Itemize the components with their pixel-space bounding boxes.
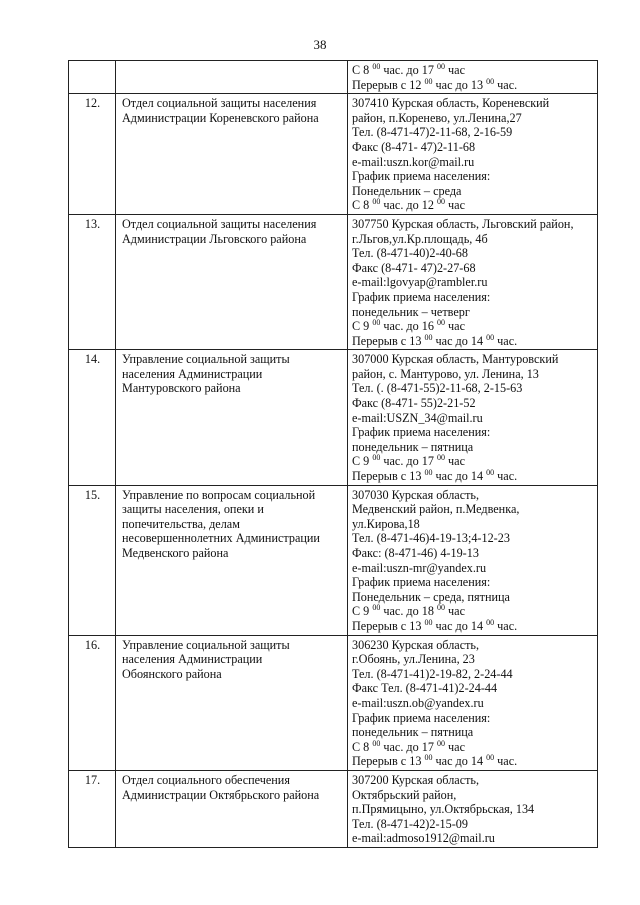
office-name-line: Управление социальной защиты (122, 352, 290, 367)
contact-text: С 9 (352, 454, 373, 469)
office-name-cell (116, 350, 348, 485)
contact-line (352, 396, 594, 411)
contact-line (352, 638, 594, 653)
contact-line (352, 590, 594, 605)
row-number-cell: 12. (69, 94, 116, 215)
contact-text: Тел. (8-471-46)4-19-13;4-12-23 (352, 531, 510, 546)
contact-line (352, 440, 594, 455)
contact-text: График приема населения: (352, 710, 491, 725)
contact-line (352, 681, 594, 696)
time-superscript: 00 (372, 62, 381, 71)
time-superscript: 00 (372, 453, 381, 463)
contact-line (352, 290, 594, 305)
contact-line (352, 469, 594, 484)
table-row (69, 770, 598, 847)
contact-text: час. до 12 (380, 198, 437, 213)
contact-text: Перерыв с 13 (352, 618, 425, 633)
office-name-cell (116, 635, 348, 770)
time-superscript: 00 (437, 738, 445, 748)
contact-text: понедельник – пятница (352, 725, 474, 740)
contact-text: Перерыв с 13 (352, 754, 425, 769)
contact-text: С 9 (352, 604, 373, 619)
contact-info-cell (348, 485, 598, 635)
contact-text: Октябрьский район, (352, 787, 457, 802)
contact-text: г.Льгов,ул.Кр.площадь, 4б (352, 231, 488, 246)
contact-line (352, 352, 594, 367)
contact-line (352, 140, 594, 155)
contact-text: Тел. (8-471-42)2-15-09 (352, 816, 468, 831)
office-name-line: Управление социальной защиты (122, 637, 290, 652)
time-superscript: 00 (437, 318, 445, 328)
contact-text: e-mail:lgovyap@rambler.ru (352, 275, 488, 290)
contact-text: График приема населения: (352, 289, 491, 304)
office-name-line: населения Администрации (122, 366, 263, 381)
office-name-line: Отдел социального обеспечения (122, 772, 290, 787)
contact-info-cell (348, 770, 598, 847)
contact-text: e-mail:USZN_34@mail.ru (352, 410, 483, 425)
contact-line (352, 517, 594, 532)
contact-text: час (445, 454, 465, 469)
contact-text: Тел. (8-471-47)2-11-68, 2-16-59 (352, 125, 513, 140)
contact-text: 307000 Курская область, Мантуровский (352, 352, 559, 367)
contact-text: час. до 17 (380, 739, 437, 754)
contact-line (352, 725, 594, 740)
contact-text: Перерыв с 13 (352, 469, 425, 484)
contact-text: Перерыв с 13 (352, 333, 425, 348)
contact-text: час (445, 198, 465, 213)
contact-line (352, 381, 594, 396)
contact-line (352, 111, 594, 126)
contact-text: час. до 17 (380, 63, 437, 77)
contact-line (352, 411, 594, 426)
office-name-line: Администрации Кореневского района (122, 110, 319, 125)
contact-line (352, 711, 594, 726)
contact-text: Понедельник – среда, пятница (352, 589, 510, 604)
contact-text: e-mail:uszn-mr@yandex.ru (352, 560, 487, 575)
contact-line (352, 488, 594, 503)
time-superscript: 00 (424, 617, 433, 627)
contact-line (352, 275, 594, 290)
table-row (69, 635, 598, 770)
contact-text: Тел. (. (8-471-55)2-11-68, 2-15-63 (352, 381, 523, 396)
contact-text: час (445, 604, 465, 619)
contact-info-cell (348, 94, 598, 215)
table-row (69, 61, 598, 94)
contact-line (352, 652, 594, 667)
contact-line (352, 261, 594, 276)
offices-table-body (69, 61, 598, 848)
contact-text: час до 14 (432, 333, 487, 348)
time-superscript: 00 (424, 468, 433, 478)
contact-text: Факс (8-471- 47)2-11-68 (352, 139, 476, 154)
contact-text: Факс (8-471- 47)2-27-68 (352, 260, 476, 275)
table-row (69, 350, 598, 485)
office-name-line: защиты населения, опеки и (122, 502, 264, 517)
row-number-cell: 13. (69, 214, 116, 349)
contact-text: час. до 17 (380, 454, 437, 469)
office-name-line: несовершеннолетних Администрации (122, 531, 320, 546)
contact-line (352, 319, 594, 334)
contact-line (352, 217, 594, 232)
contact-text: час. (494, 618, 518, 633)
contact-text: час. до 16 (380, 319, 437, 334)
contact-line (352, 232, 594, 247)
contact-text: час (445, 63, 465, 77)
contact-line (352, 305, 594, 320)
contact-line (352, 198, 594, 213)
contact-text: Факс Тел. (8-471-41)2-24-44 (352, 681, 498, 696)
contact-text: Факс: (8-471-46) 4-19-13 (352, 546, 479, 560)
contact-text: Медвенский район, п.Медвенка, (352, 502, 520, 517)
contact-text: г.Обоянь, ул.Ленина, 23 (352, 652, 475, 667)
contact-text: час (445, 319, 465, 334)
contact-line (352, 184, 594, 199)
office-name-cell (116, 61, 348, 94)
contact-text: час. (494, 333, 518, 348)
contact-text: час. (494, 469, 518, 484)
contact-text: Тел. (8-471-40)2-40-68 (352, 246, 468, 261)
contact-line (352, 367, 594, 382)
page-number: 38 (313, 37, 327, 52)
contact-text: 307410 Курская область, Кореневский (352, 96, 550, 111)
contact-line (352, 246, 594, 261)
time-superscript: 00 (424, 76, 433, 86)
office-name-cell (116, 94, 348, 215)
time-superscript: 00 (486, 617, 495, 627)
contact-text: час. (494, 754, 518, 769)
time-superscript: 00 (424, 753, 433, 763)
contact-text: e-mail:uszn.kor@mail.ru (352, 154, 475, 169)
office-name-line: Отдел социальной защиты населения (122, 96, 317, 111)
contact-text: Понедельник – среда (352, 183, 462, 198)
contact-text: e-mail:admoso1912@mail.ru (352, 831, 495, 846)
contact-line (352, 531, 594, 546)
time-superscript: 00 (486, 753, 495, 763)
office-name-line: попечительства, делам (122, 516, 240, 531)
contact-text: e-mail:uszn.ob@yandex.ru (352, 695, 484, 710)
contact-text: час (445, 739, 465, 754)
contact-text: 306230 Курская область, (352, 637, 480, 652)
office-name-line: Обоянского района (122, 666, 222, 681)
office-name-line: Медвенского района (122, 546, 229, 560)
contact-text: понедельник – пятница (352, 439, 474, 454)
row-number-cell: 14. (69, 350, 116, 485)
contact-line (352, 125, 594, 140)
time-superscript: 00 (486, 76, 495, 86)
contact-line (352, 773, 594, 788)
contact-text: Тел. (8-471-41)2-19-82, 2-24-44 (352, 666, 513, 681)
table-row (69, 485, 598, 635)
contact-line (352, 561, 594, 576)
time-superscript: 00 (437, 62, 445, 71)
office-name-cell (116, 214, 348, 349)
row-number-cell (69, 61, 116, 94)
offices-table (68, 60, 598, 848)
contact-text: час до 14 (432, 469, 487, 484)
office-name-line: Мантуровского района (122, 381, 241, 396)
contact-text: час. (494, 77, 518, 92)
contact-text: час до 14 (432, 754, 487, 769)
contact-info-cell (348, 61, 598, 94)
row-number-cell: 15. (69, 485, 116, 635)
time-superscript: 00 (486, 332, 495, 342)
row-number-cell: 17. (69, 770, 116, 847)
contact-text: район, п.Коренево, ул.Ленина,27 (352, 110, 522, 125)
contact-line (352, 334, 594, 349)
contact-text: район, с. Мантурово, ул. Ленина, 13 (352, 366, 539, 381)
contact-text: час до 14 (432, 618, 487, 633)
time-superscript: 00 (437, 453, 445, 463)
office-name-line: Администрации Октябрьского района (122, 787, 320, 802)
contact-line (352, 788, 594, 803)
office-name-line: Администрации Льговского района (122, 231, 307, 246)
time-superscript: 00 (424, 332, 433, 342)
contact-line (352, 425, 594, 440)
contact-line (352, 96, 594, 111)
contact-line (352, 546, 594, 561)
contact-line (352, 802, 594, 817)
time-superscript: 00 (437, 197, 445, 207)
contact-line (352, 169, 594, 184)
contact-line (352, 78, 594, 93)
contact-text: С 8 (352, 63, 373, 77)
office-name-cell (116, 770, 348, 847)
contact-text: ул.Кирова,18 (352, 516, 420, 531)
contact-text: час до 13 (432, 77, 487, 92)
time-superscript: 00 (372, 197, 381, 207)
contact-line (352, 619, 594, 634)
contact-line (352, 155, 594, 170)
office-name-line: Управление по вопросам социальной (122, 487, 316, 502)
table-row (69, 94, 598, 215)
contact-text: С 9 (352, 319, 373, 334)
time-superscript: 00 (437, 603, 445, 613)
contact-line (352, 817, 594, 832)
office-name-line: населения Администрации (122, 652, 263, 667)
contact-text: 307030 Курская область, (352, 487, 480, 502)
office-name-line: Отдел социальной защиты населения (122, 216, 317, 231)
contact-line (352, 740, 594, 755)
contact-text: час. до 18 (380, 604, 437, 619)
time-superscript: 00 (372, 318, 381, 328)
contact-text: С 8 (352, 198, 373, 213)
contact-text: понедельник – четверг (352, 304, 470, 319)
contact-line (352, 754, 594, 769)
contact-line (352, 454, 594, 469)
time-superscript: 00 (372, 738, 381, 748)
contact-text: График приема населения: (352, 425, 491, 440)
contact-text: Перерыв с 12 (352, 77, 425, 92)
contact-text: 307750 Курская область, Льговский район, (352, 216, 574, 231)
contact-text: 307200 Курская область, (352, 772, 480, 787)
contact-info-cell (348, 350, 598, 485)
contact-line (352, 667, 594, 682)
contact-line (352, 63, 594, 78)
contact-text: С 8 (352, 739, 373, 754)
contact-text: Факс (8-471- 55)2-21-52 (352, 396, 476, 411)
row-number-cell: 16. (69, 635, 116, 770)
contact-line (352, 575, 594, 590)
contact-info-cell (348, 214, 598, 349)
contact-line (352, 696, 594, 711)
contact-line (352, 502, 594, 517)
table-row (69, 214, 598, 349)
time-superscript: 00 (372, 603, 381, 613)
contact-info-cell (348, 635, 598, 770)
office-name-cell (116, 485, 348, 635)
contact-text: п.Прямицыно, ул.Октябрьская, 134 (352, 802, 535, 817)
contact-text: График приема населения: (352, 169, 491, 184)
contact-line (352, 604, 594, 619)
contact-line (352, 831, 594, 846)
time-superscript: 00 (486, 468, 495, 478)
contact-text: График приема населения: (352, 575, 491, 590)
